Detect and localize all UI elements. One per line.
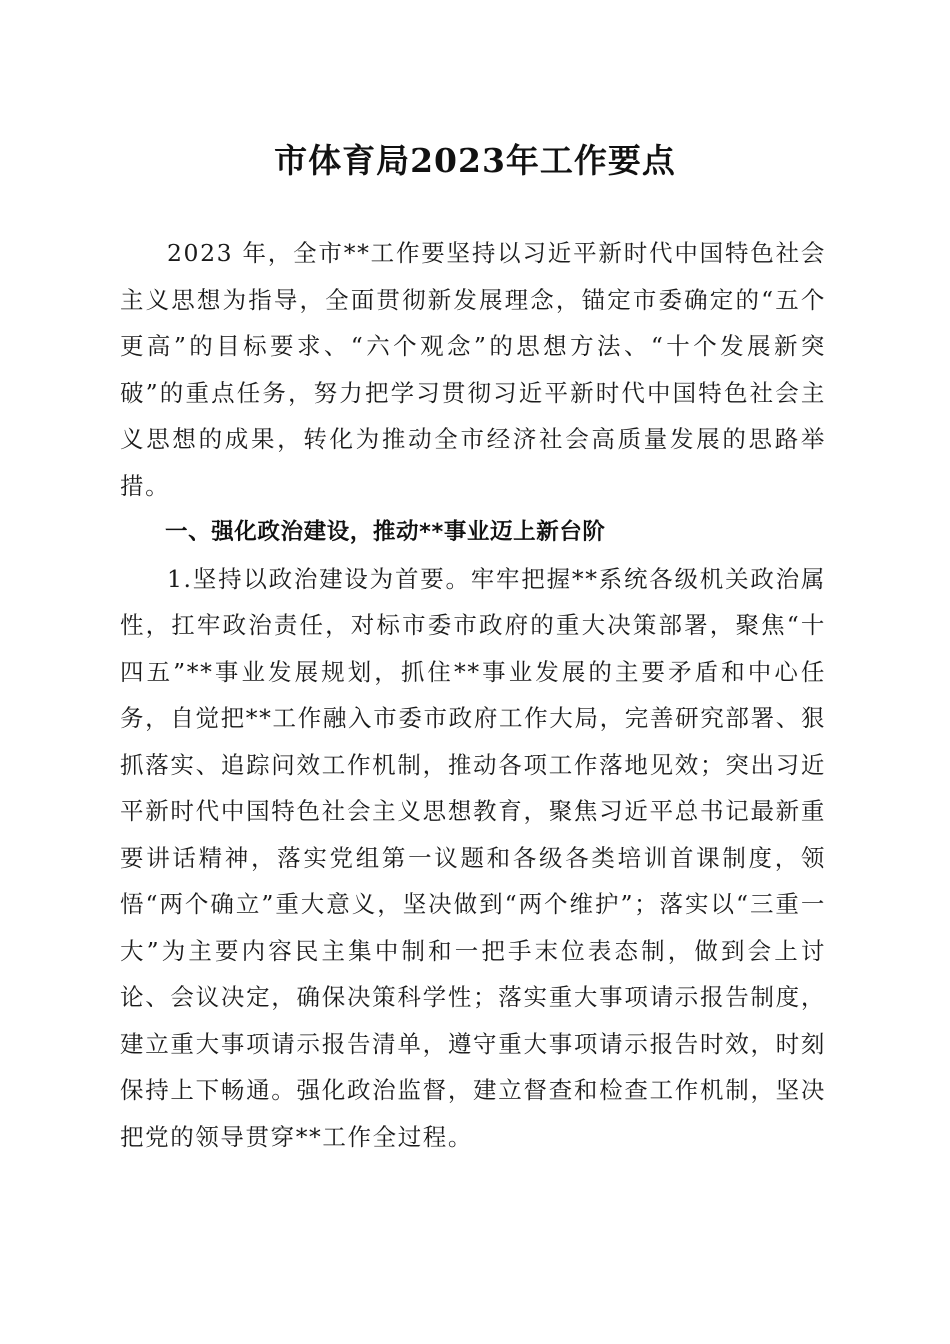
intro-paragraph: 2023 年，全市**工作要坚持以习近平新时代中国特色社会主义思想为指导，全面贯彻新发展理念，锚定市委确定的“五个更高”的目标要求、“六个观念”的思想方法、“十个发展新突破”的重点任务，努力把学习贯彻习近平新时代中国特色社会主义思想的成果，转化为推动全市经济社会高质量发展的思路举措。	[120, 239, 826, 500]
section-1-item-1: 1.坚持以政治建设为首要。牢牢把握**系统各级机关政治属性，扛牢政治责任，对标市委市政府的重大决策部署，聚焦“十四五”**事业发展规划，抓住**事业发展的主要矛盾和中心任务，自觉把**工作融入市委市政府工作大局，完善研究部署、狠抓落实、追踪问效工作机制，推动各项工作落地见效；突出习近平新时代中国特色社会主义思想教育，聚焦习近平总书记最新重要讲话精神，落实党组第一议题和各级各类培训首课制度，领悟“两个确立”重大意义，坚决做到“两个维护”；落实以“三重一大”为主要内容民主集中制和一把手末位表态制，做到会上讨论、会议决定，确保决策科学性；落实重大事项请示报告制度，建立重大事项请示报告清单，遵守重大事项请示报告时效，时刻保持上下畅通。强化政治监督，建立督查和检查工作机制，坚决把党的领导贯穿**工作全过程。	[120, 564, 826, 1151]
document-title: 市体育局2023年工作要点	[274, 141, 676, 180]
document-body	[120, 230, 826, 1160]
section-1-heading: 一、强化政治建设，推动**事业迈上新台阶	[165, 519, 606, 545]
